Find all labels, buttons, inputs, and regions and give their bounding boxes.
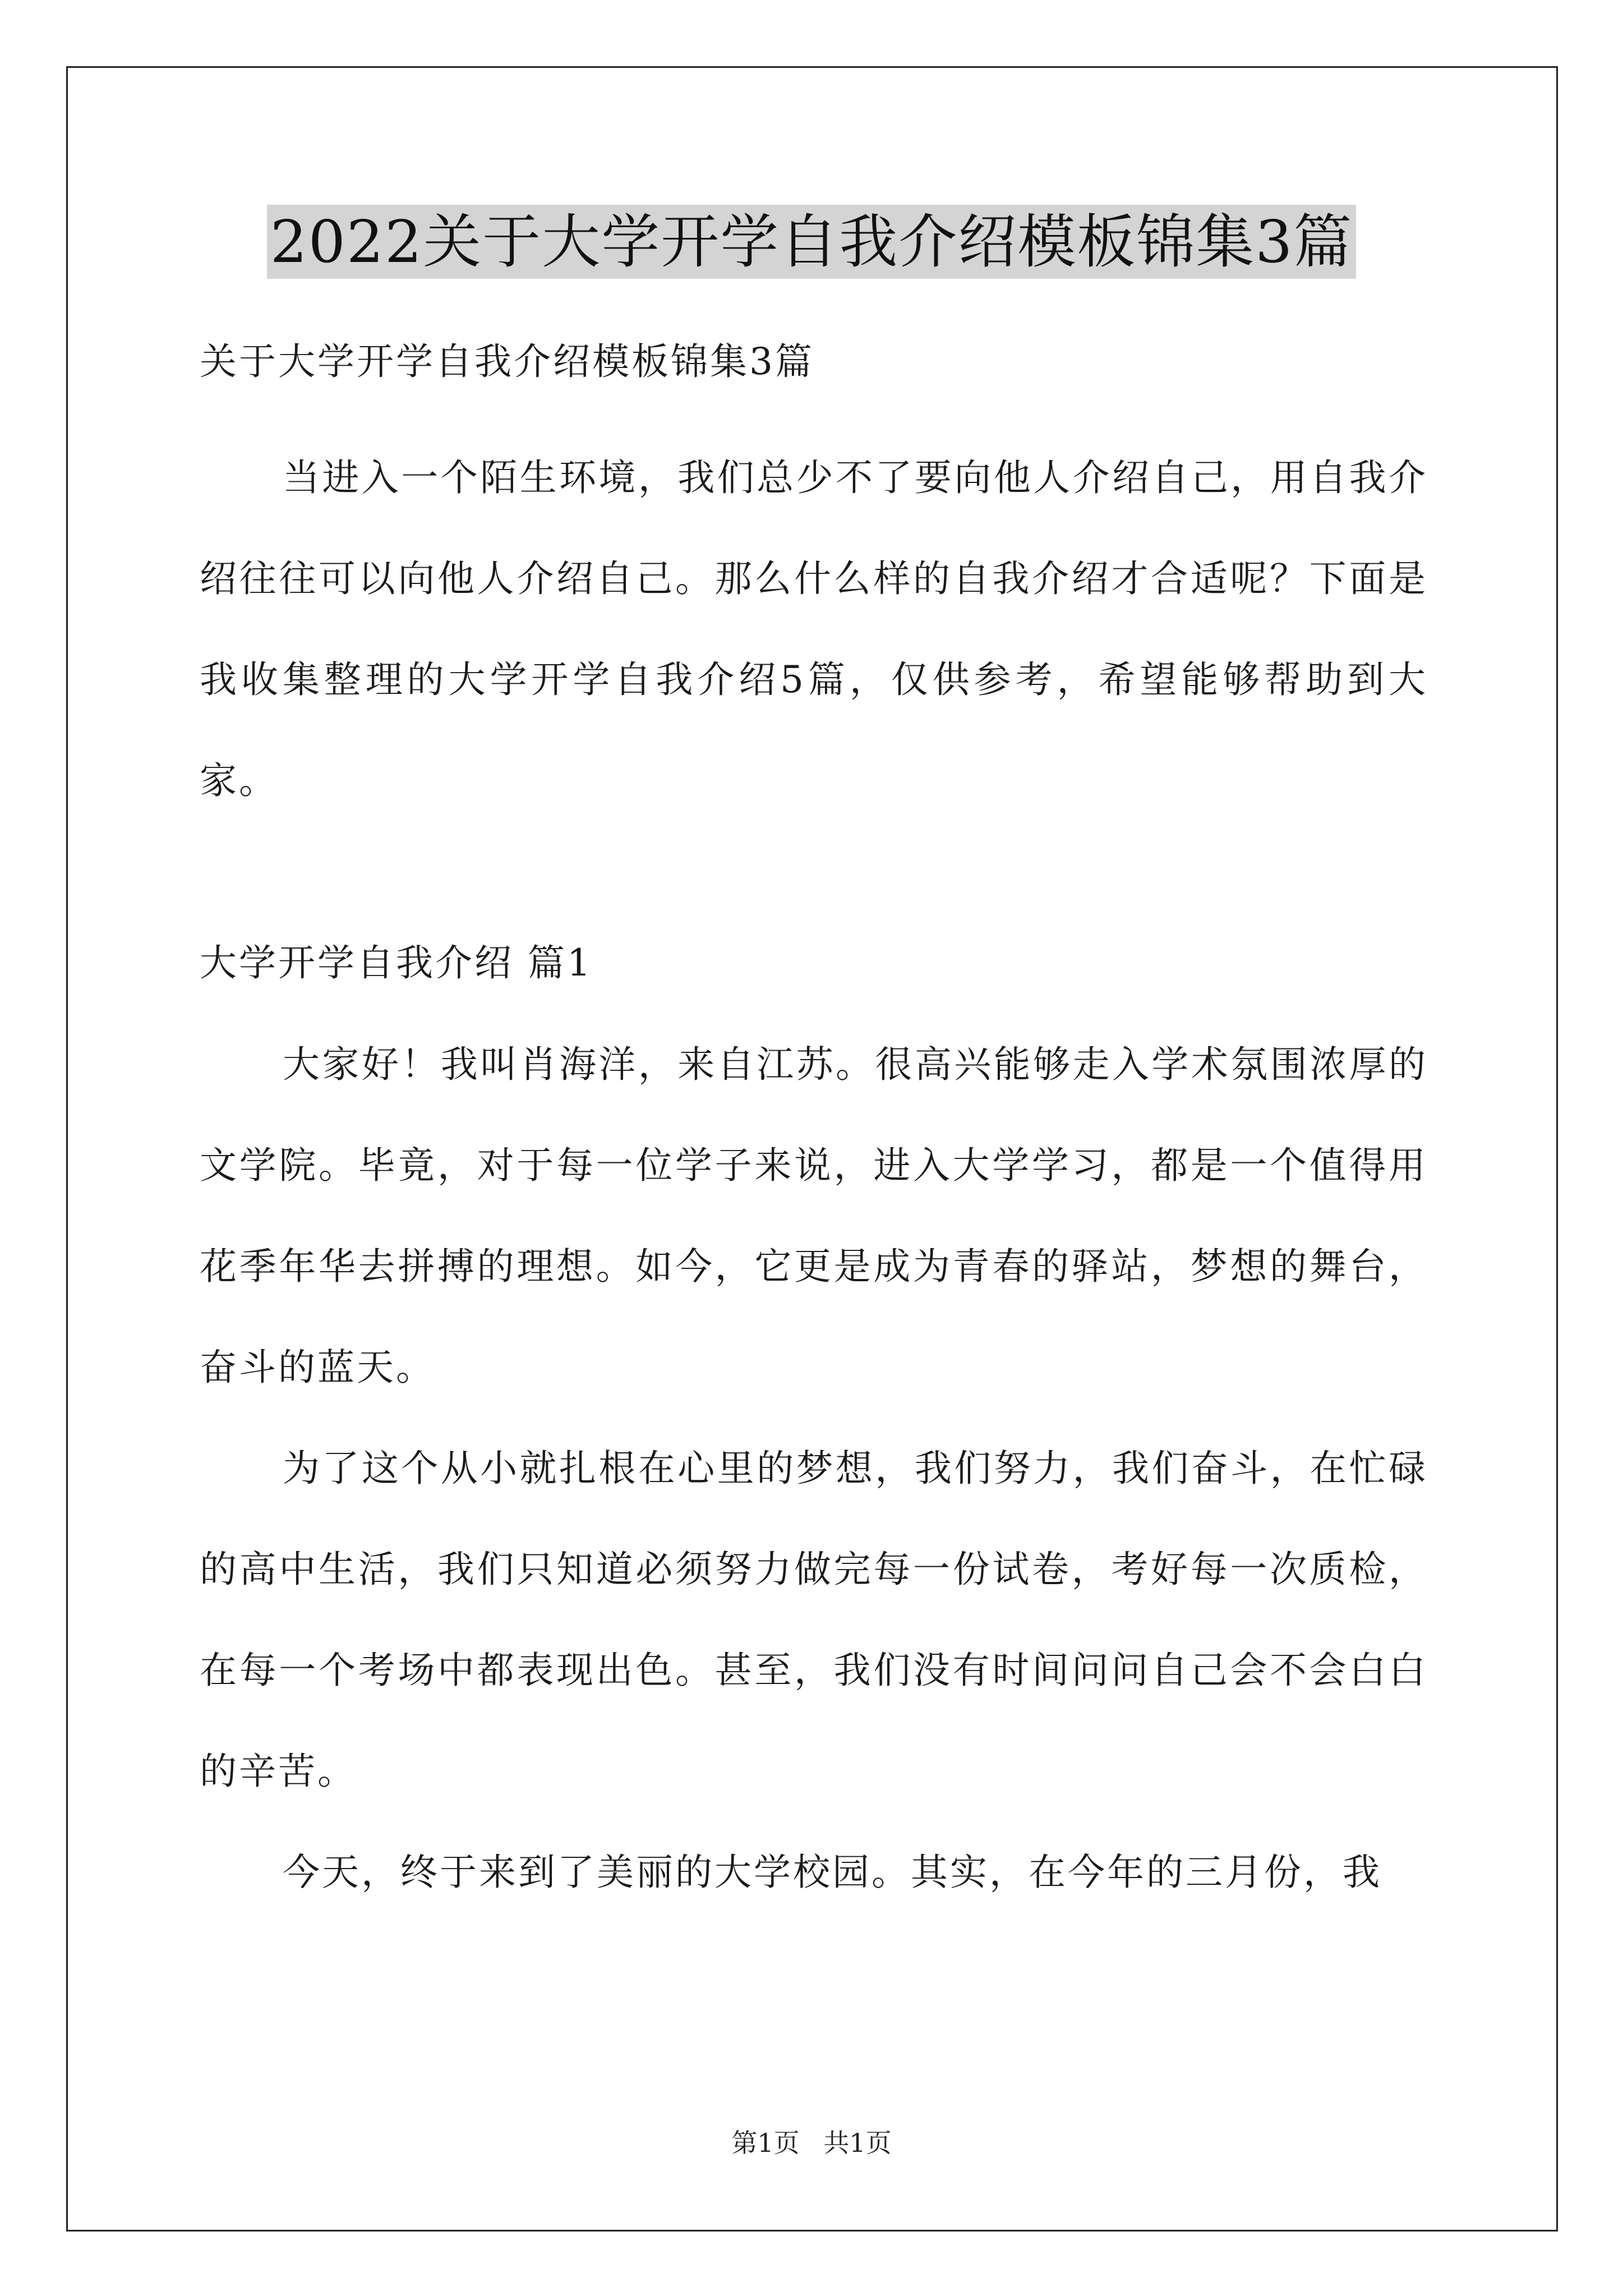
body-paragraph: 今天，终于来到了美丽的大学校园。其实，在今年的三月份，我 xyxy=(283,1851,1382,1894)
body-paragraph: 大家好！我叫肖海洋，来自江苏。很高兴能够走入学术氛围浓厚的文学院。毕竟，对于每一位学子来说，进入大学学习，都是一个值得用花季年华去拼搏的理想。如今，它更是成为青春的驿站，梦想的舞台，奋斗的蓝天。 xyxy=(200,1043,1428,1389)
document-title: 2022关于大学开学自我介绍模板锦集3篇 xyxy=(267,205,1357,279)
page-number-total: 共1页 xyxy=(823,2128,892,2158)
document-body xyxy=(200,337,1428,1923)
title-container xyxy=(0,205,1623,279)
intro-paragraph: 当进入一个陌生环境，我们总少不了要向他人介绍自己，用自我介绍往往可以向他人介绍自己。那么什么样的自我介绍才合适呢？下面是我收集整理的大学开学自我介绍5篇，仅供参考，希望能够帮助到大家。 xyxy=(200,456,1428,802)
document-subtitle: 关于大学开学自我介绍模板锦集3篇 xyxy=(200,340,814,383)
page-footer xyxy=(0,2126,1623,2160)
body-paragraph: 为了这个从小就扎根在心里的梦想，我们努力，我们奋斗，在忙碌的高中生活，我们只知道必须努力做完每一份试卷，考好每一次质检，在每一个考场中都表现出色。甚至，我们没有时间问问自己会不会白白的辛苦。 xyxy=(200,1447,1428,1793)
section-heading: 大学开学自我介绍 篇1 xyxy=(200,941,593,984)
page-number-current: 第1页 xyxy=(731,2128,800,2158)
